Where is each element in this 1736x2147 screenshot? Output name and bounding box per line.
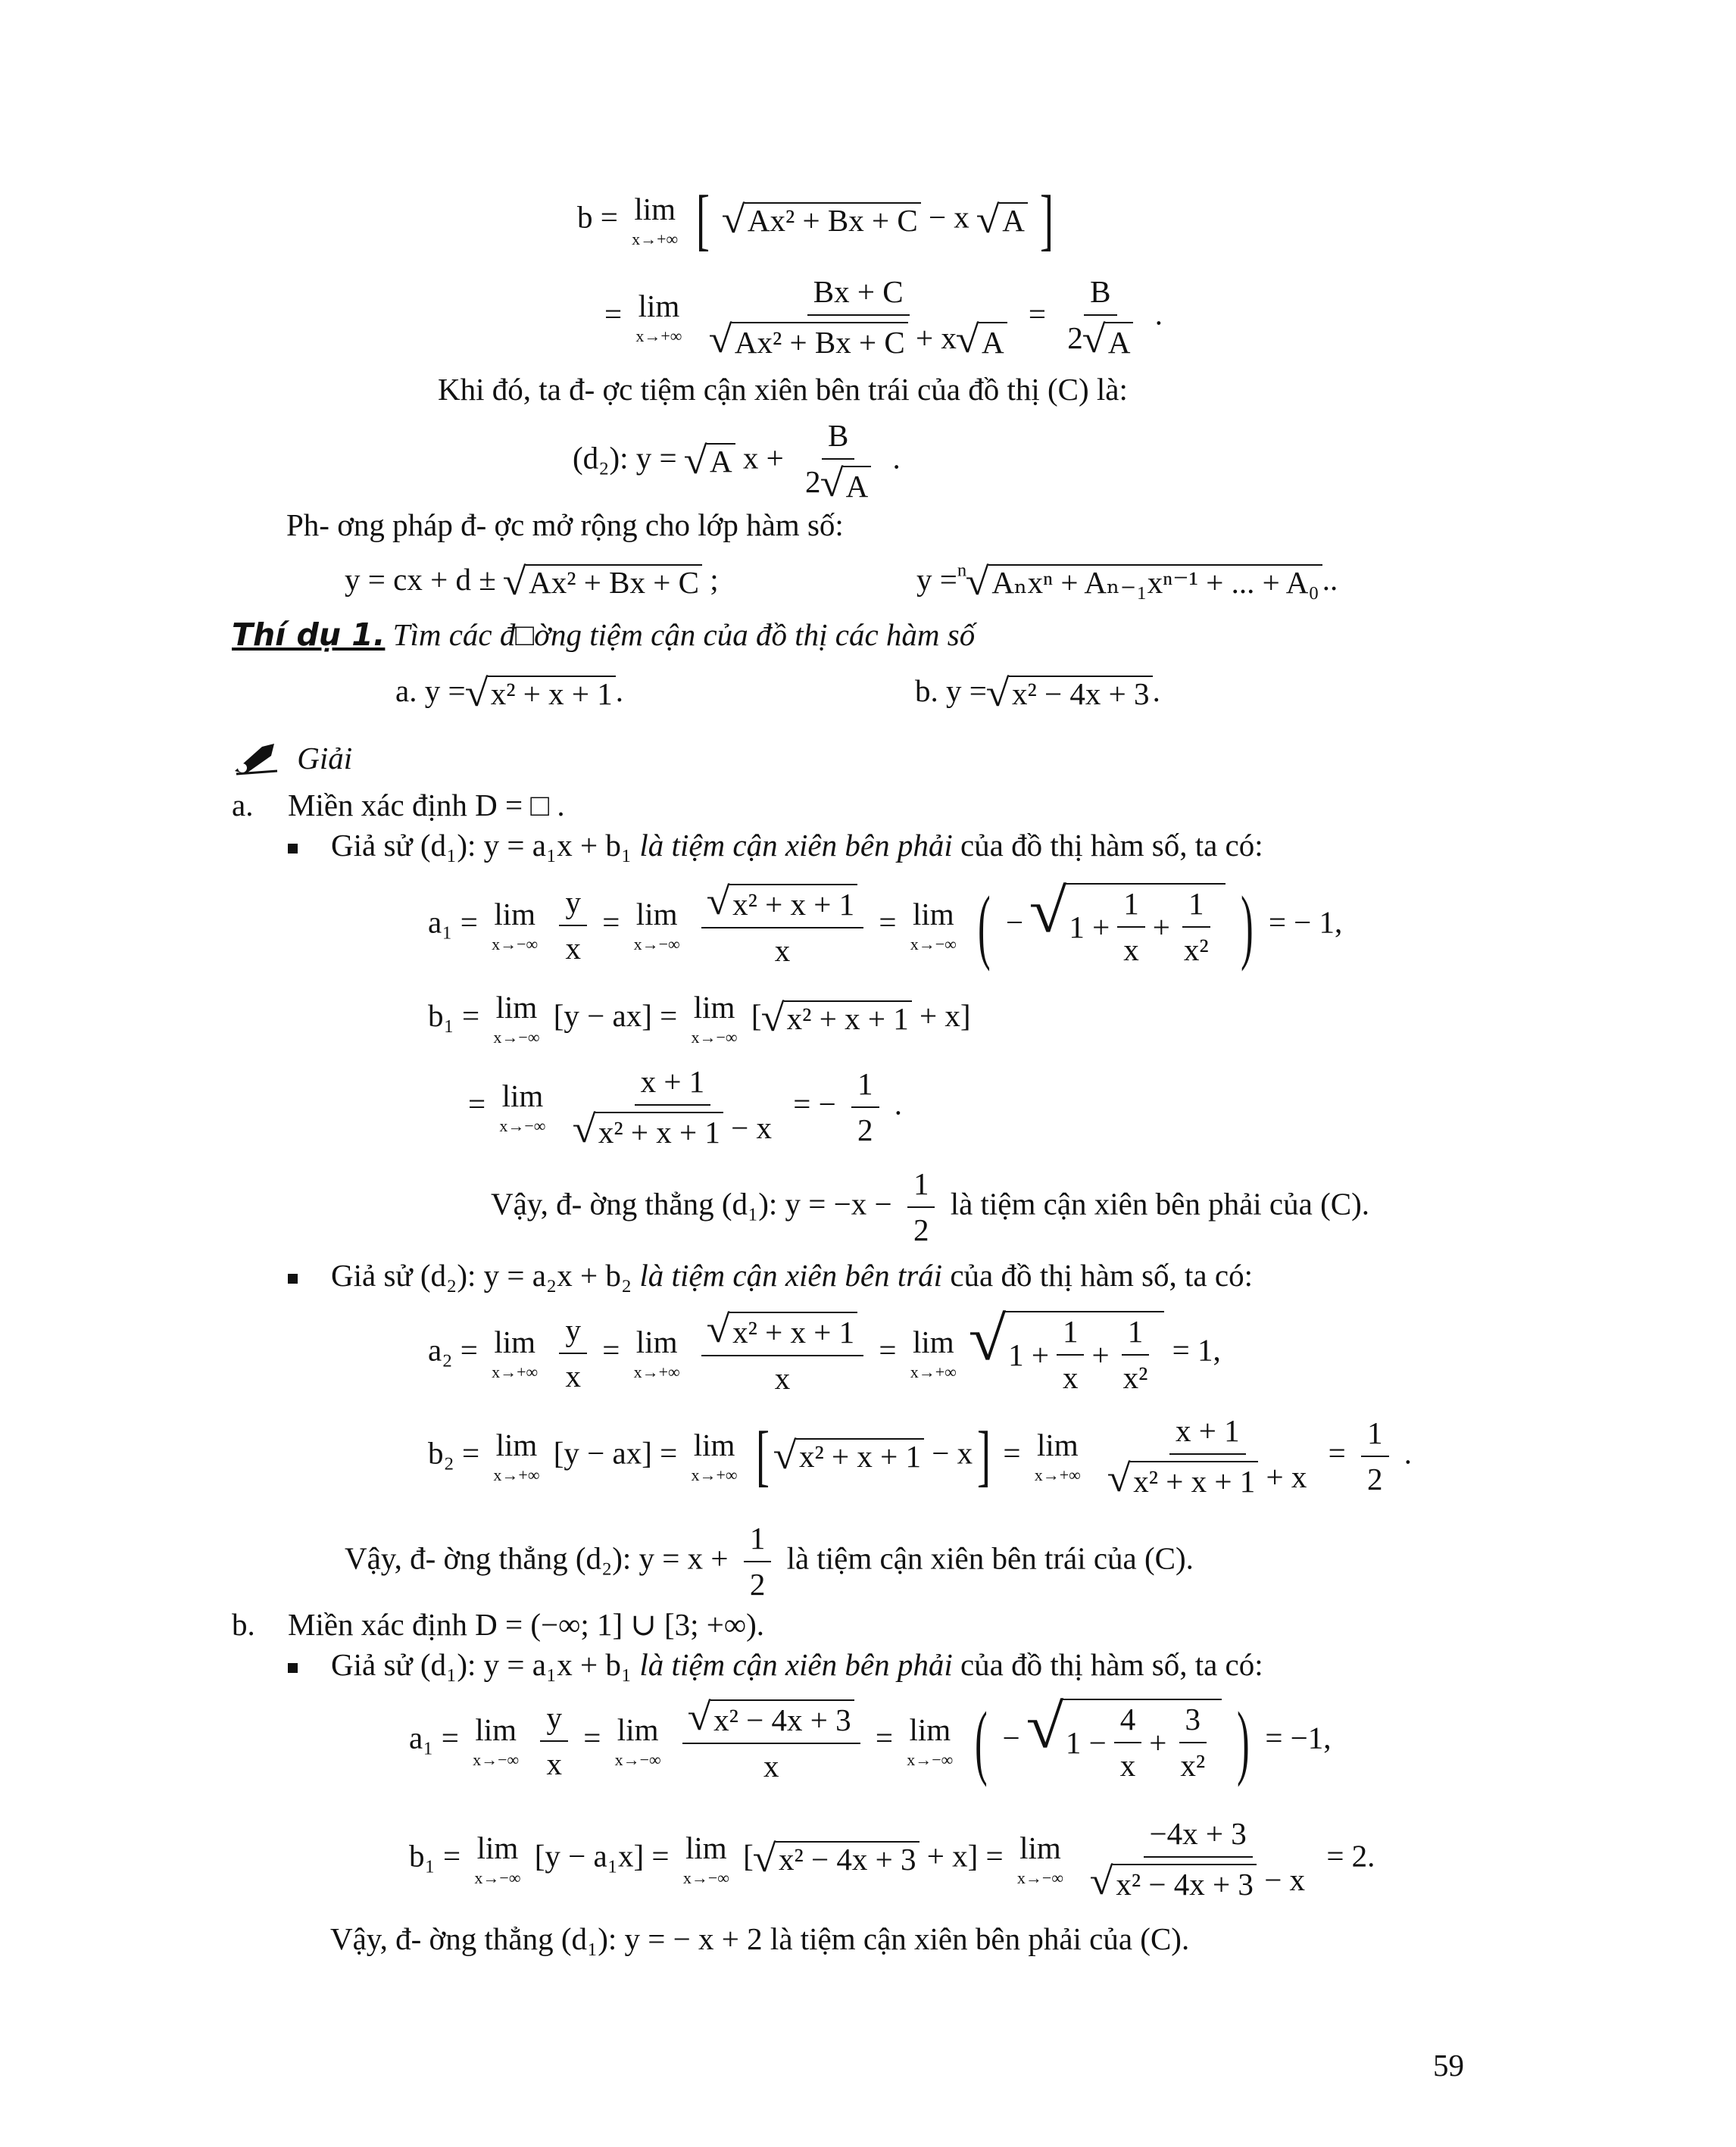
part-a-b1-result: = lim x→−∞ x + 1 √ x² + x + 1 − x = − $\frac{1}{2}$ . bbox=[468, 1064, 903, 1152]
part-a-domain: a. Miền xác định D = □ . bbox=[232, 788, 565, 822]
limit: lim x→+∞ bbox=[635, 288, 682, 345]
solution-heading: Giải bbox=[232, 741, 352, 782]
example-a: a. y = √ x² + x + 1 . bbox=[395, 672, 624, 716]
d2-equation: (d₂): y = √ A x + B 2 √ A . bbox=[573, 418, 901, 506]
example-heading bbox=[232, 616, 976, 653]
part-b-hypothesis-1: Giả sử (d₁): y = a₁x + b₁ là tiệm cận xiên bên phải của đồ thị hàm số, ta có: bbox=[288, 1649, 1263, 1680]
bracket-open: [ bbox=[696, 183, 710, 257]
limit: lim x→+∞ bbox=[632, 191, 679, 248]
part-a-hypothesis-2: Giả sử (d₂): y = a₂x + b₂ là tiệm cận xiên bên trái của đồ thị hàm số, ta có: bbox=[288, 1260, 1253, 1291]
sqrt-a: √ A bbox=[977, 202, 1028, 239]
fraction: Bx + C √ Ax² + Bx + C + x √ A bbox=[704, 274, 1013, 360]
example-task: Tìm các đ□ờng tiệm cận của đồ thị các hàm số bbox=[392, 617, 976, 652]
example-b: b. y = √ x² − 4x + 3 . bbox=[915, 672, 1160, 716]
bullet-icon bbox=[288, 1663, 298, 1673]
b-label: b = bbox=[577, 199, 618, 235]
part-b-conclusion: Vậy, đ- ờng thẳng (d₁): y = − x + 2 là tiệm cận xiên bên phải của (C). bbox=[330, 1921, 1190, 1956]
example-title: Thí dụ 1. bbox=[232, 616, 386, 653]
extension-formula-2: y =$^n$ √ Aₙxⁿ + Aₙ₋₁xⁿ⁻¹ + ... + A₀ .. bbox=[916, 560, 1338, 604]
part-a-b1: b₁ = lim x→−∞ [y − ax] = lim x→−∞ [ √ x² + x + 1 + x] bbox=[428, 990, 971, 1047]
part-a-conclusion-1: Vậy, đ- ờng thẳng (d₁): y = −x − $\frac{1}{2}$ là tiệm cận xiên bên phải của (C). bbox=[491, 1166, 1369, 1248]
part-a-conclusion-2: Vậy, đ- ờng thẳng (d₂): y = x + $\frac{1}{2}$ là tiệm cận xiên bên trái của (C). bbox=[345, 1521, 1194, 1602]
part-a-a1: a₁ = lim x→−∞ $\frac{y}{x}$ = lim x→−∞ √ x² + x + 1 x = lim x→−∞ ( − √ 1 + $\frac{1}{x}$ + $\frac{1}{\text{x²}}$ ) = − 1, bbox=[428, 876, 1343, 972]
fraction-result: B 2 √ A bbox=[1061, 274, 1139, 360]
part-b-b1: b₁ = lim x→−∞ [y − a₁x] = lim x→−∞ [ √ x² − 4x + 3 + x] = lim x→−∞ −4x + 3 √ x² − 4x + 3 − x = 2. bbox=[409, 1816, 1375, 1904]
part-a-a2: a₂ = lim x→+∞ $\frac{y}{x}$ = lim x→+∞ √ x² + x + 1 x = lim x→+∞ √ 1 + $\frac{1}{x}$ + $\frac{1}{\text{x²}}$ = 1, bbox=[428, 1304, 1221, 1396]
method-text: Ph- ơng pháp đ- ợc mở rộng cho lớp hàm số: bbox=[286, 507, 844, 542]
sqrt-expr: √ Ax² + Bx + C bbox=[723, 202, 921, 239]
b-limit-result-line: = lim x→+∞ Bx + C √ Ax² + Bx + C + x √ A = B 2 √ A . bbox=[604, 274, 1163, 362]
left-asymptote-text: Khi đó, ta đ- ợc tiệm cận xiên bên trái của đồ thị (C) là: bbox=[438, 372, 1128, 407]
bullet-icon bbox=[288, 1274, 298, 1284]
pencil-hand-icon bbox=[232, 741, 282, 782]
page-number: 59 bbox=[1433, 2048, 1464, 2083]
extension-formula-1: y = cx + d ± √ Ax² + Bx + C ; bbox=[345, 560, 719, 604]
part-b-a1: a₁ = lim x→−∞ $\frac{y}{x}$ = lim x→−∞ √ x² − 4x + 3 x = lim x→−∞ ( − √ 1 − $\frac{4}{x}$ + $\frac{3}{\text{x²}}$ ) = −1, bbox=[409, 1692, 1332, 1788]
bracket-close: ] bbox=[1040, 183, 1054, 257]
part-a-hypothesis-1: Giả sử (d₁): y = a₁x + b₁ là tiệm cận xiên bên phải của đồ thị hàm số, ta có: bbox=[288, 830, 1263, 861]
bullet-icon bbox=[288, 844, 298, 853]
part-b-domain: b. Miền xác định D = (−∞; 1] ∪ [3; +∞). bbox=[232, 1607, 765, 1642]
minus-x: − x bbox=[928, 199, 969, 235]
b-limit-line bbox=[577, 183, 1058, 257]
part-a-b2: b₂ = lim x→+∞ [y − ax] = lim x→+∞ [ √ x² + x + 1 − x] = lim x→+∞ x + 1 √ x² + x + 1 + x = $\frac{1}{2}$ . bbox=[428, 1413, 1413, 1501]
